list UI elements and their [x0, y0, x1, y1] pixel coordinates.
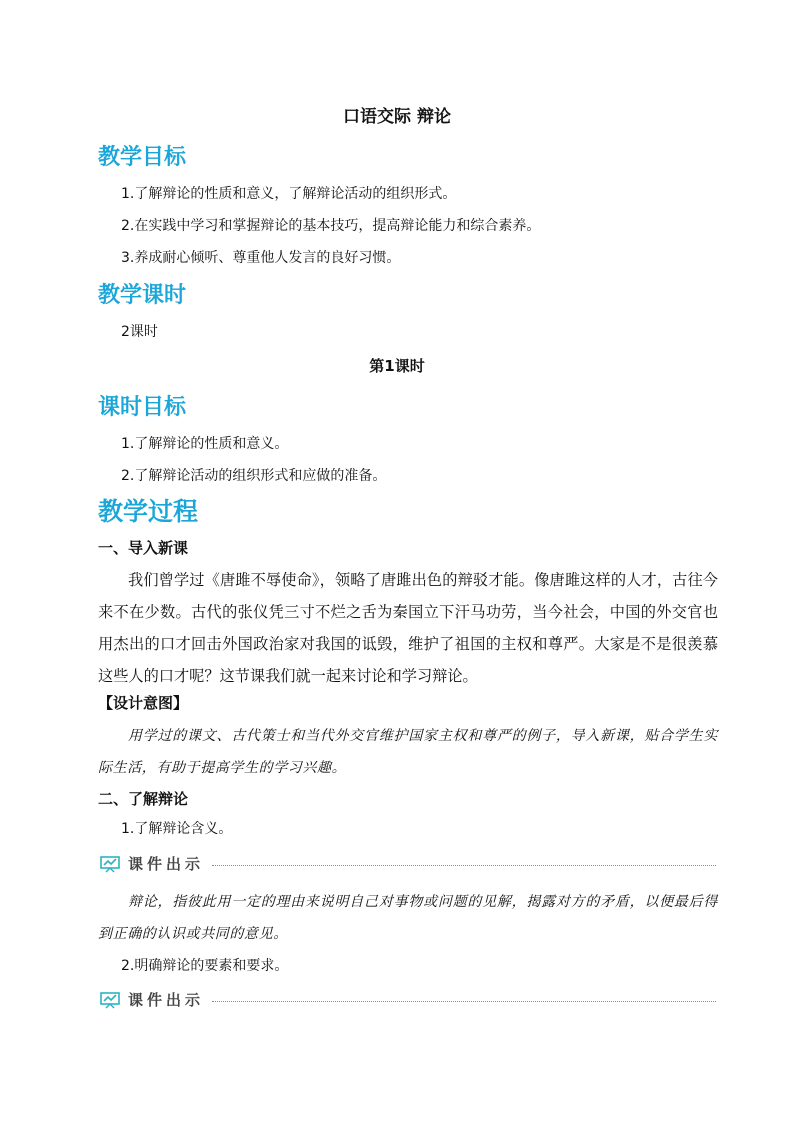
debate-definition: 辩论，指彼此用一定的理由来说明自己对事物或问题的见解，揭露对方的矛盾，以便最后得到正确的认识或共同的意见。: [98, 894, 718, 942]
design-intent-title: 【设计意图】: [98, 694, 189, 712]
teaching-goal-3: 3.养成耐心倾听、尊重他人发言的良好习惯。: [121, 250, 401, 266]
courseware-banner-1: [100, 853, 716, 875]
section-2-title: 二、了解辩论: [98, 790, 189, 808]
heading-teaching-hours: 教学课时: [98, 283, 187, 308]
courseware-label: 课件出示: [128, 855, 205, 873]
design-intent-paragraph: 用学过的课文、古代策士和当代外交官维护国家主权和尊严的例子，导入新课，贴合学生实际生活，有助于提高学生的学习兴趣。: [98, 728, 718, 776]
intro-paragraph: 我们曾学过《唐雎不辱使命》，领略了唐雎出色的辩驳才能。像唐雎这样的人才，古往今来不在少数。古代的张仪凭三寸不烂之舌为秦国立下汗马功劳，当今社会，中国的外交官也用杰出的口才回击外国政治家对我国的诋毁，维护了祖国的主权和尊严。大家是不是很羡慕这些人的口才呢？这节课我们就一起来讨论和学习辩论。: [98, 571, 718, 685]
teaching-hours-value: 2课时: [121, 324, 158, 340]
page-title: 口语交际 辩论: [343, 107, 451, 127]
lesson-goal-1: 1.了解辩论的性质和意义。: [121, 436, 289, 452]
teaching-goal-2: 2.在实践中学习和掌握辩论的基本技巧，提高辩论能力和综合素养。: [121, 218, 541, 234]
section-1-title: 一、导入新课: [98, 539, 189, 557]
section-2-item-1: 1.了解辩论含义。: [121, 821, 233, 837]
heading-teaching-process: 教学过程: [98, 497, 199, 526]
teaching-goal-1: 1.了解辩论的性质和意义，了解辩论活动的组织形式。: [121, 186, 457, 202]
lesson-1-title: 第1课时: [369, 357, 425, 375]
dotted-divider: [212, 865, 716, 866]
courseware-banner-2: [100, 989, 716, 1011]
section-2-item-2: 2.明确辩论的要素和要求。: [121, 958, 289, 974]
heading-lesson-goals: 课时目标: [98, 395, 187, 420]
courseware-label: 课件出示: [128, 991, 205, 1009]
presentation-board-icon: [100, 991, 120, 1009]
heading-teaching-goals: 教学目标: [98, 145, 187, 170]
dotted-divider: [212, 1001, 716, 1002]
lesson-goal-2: 2.了解辩论活动的组织形式和应做的准备。: [121, 468, 387, 484]
presentation-board-icon: [100, 855, 120, 873]
